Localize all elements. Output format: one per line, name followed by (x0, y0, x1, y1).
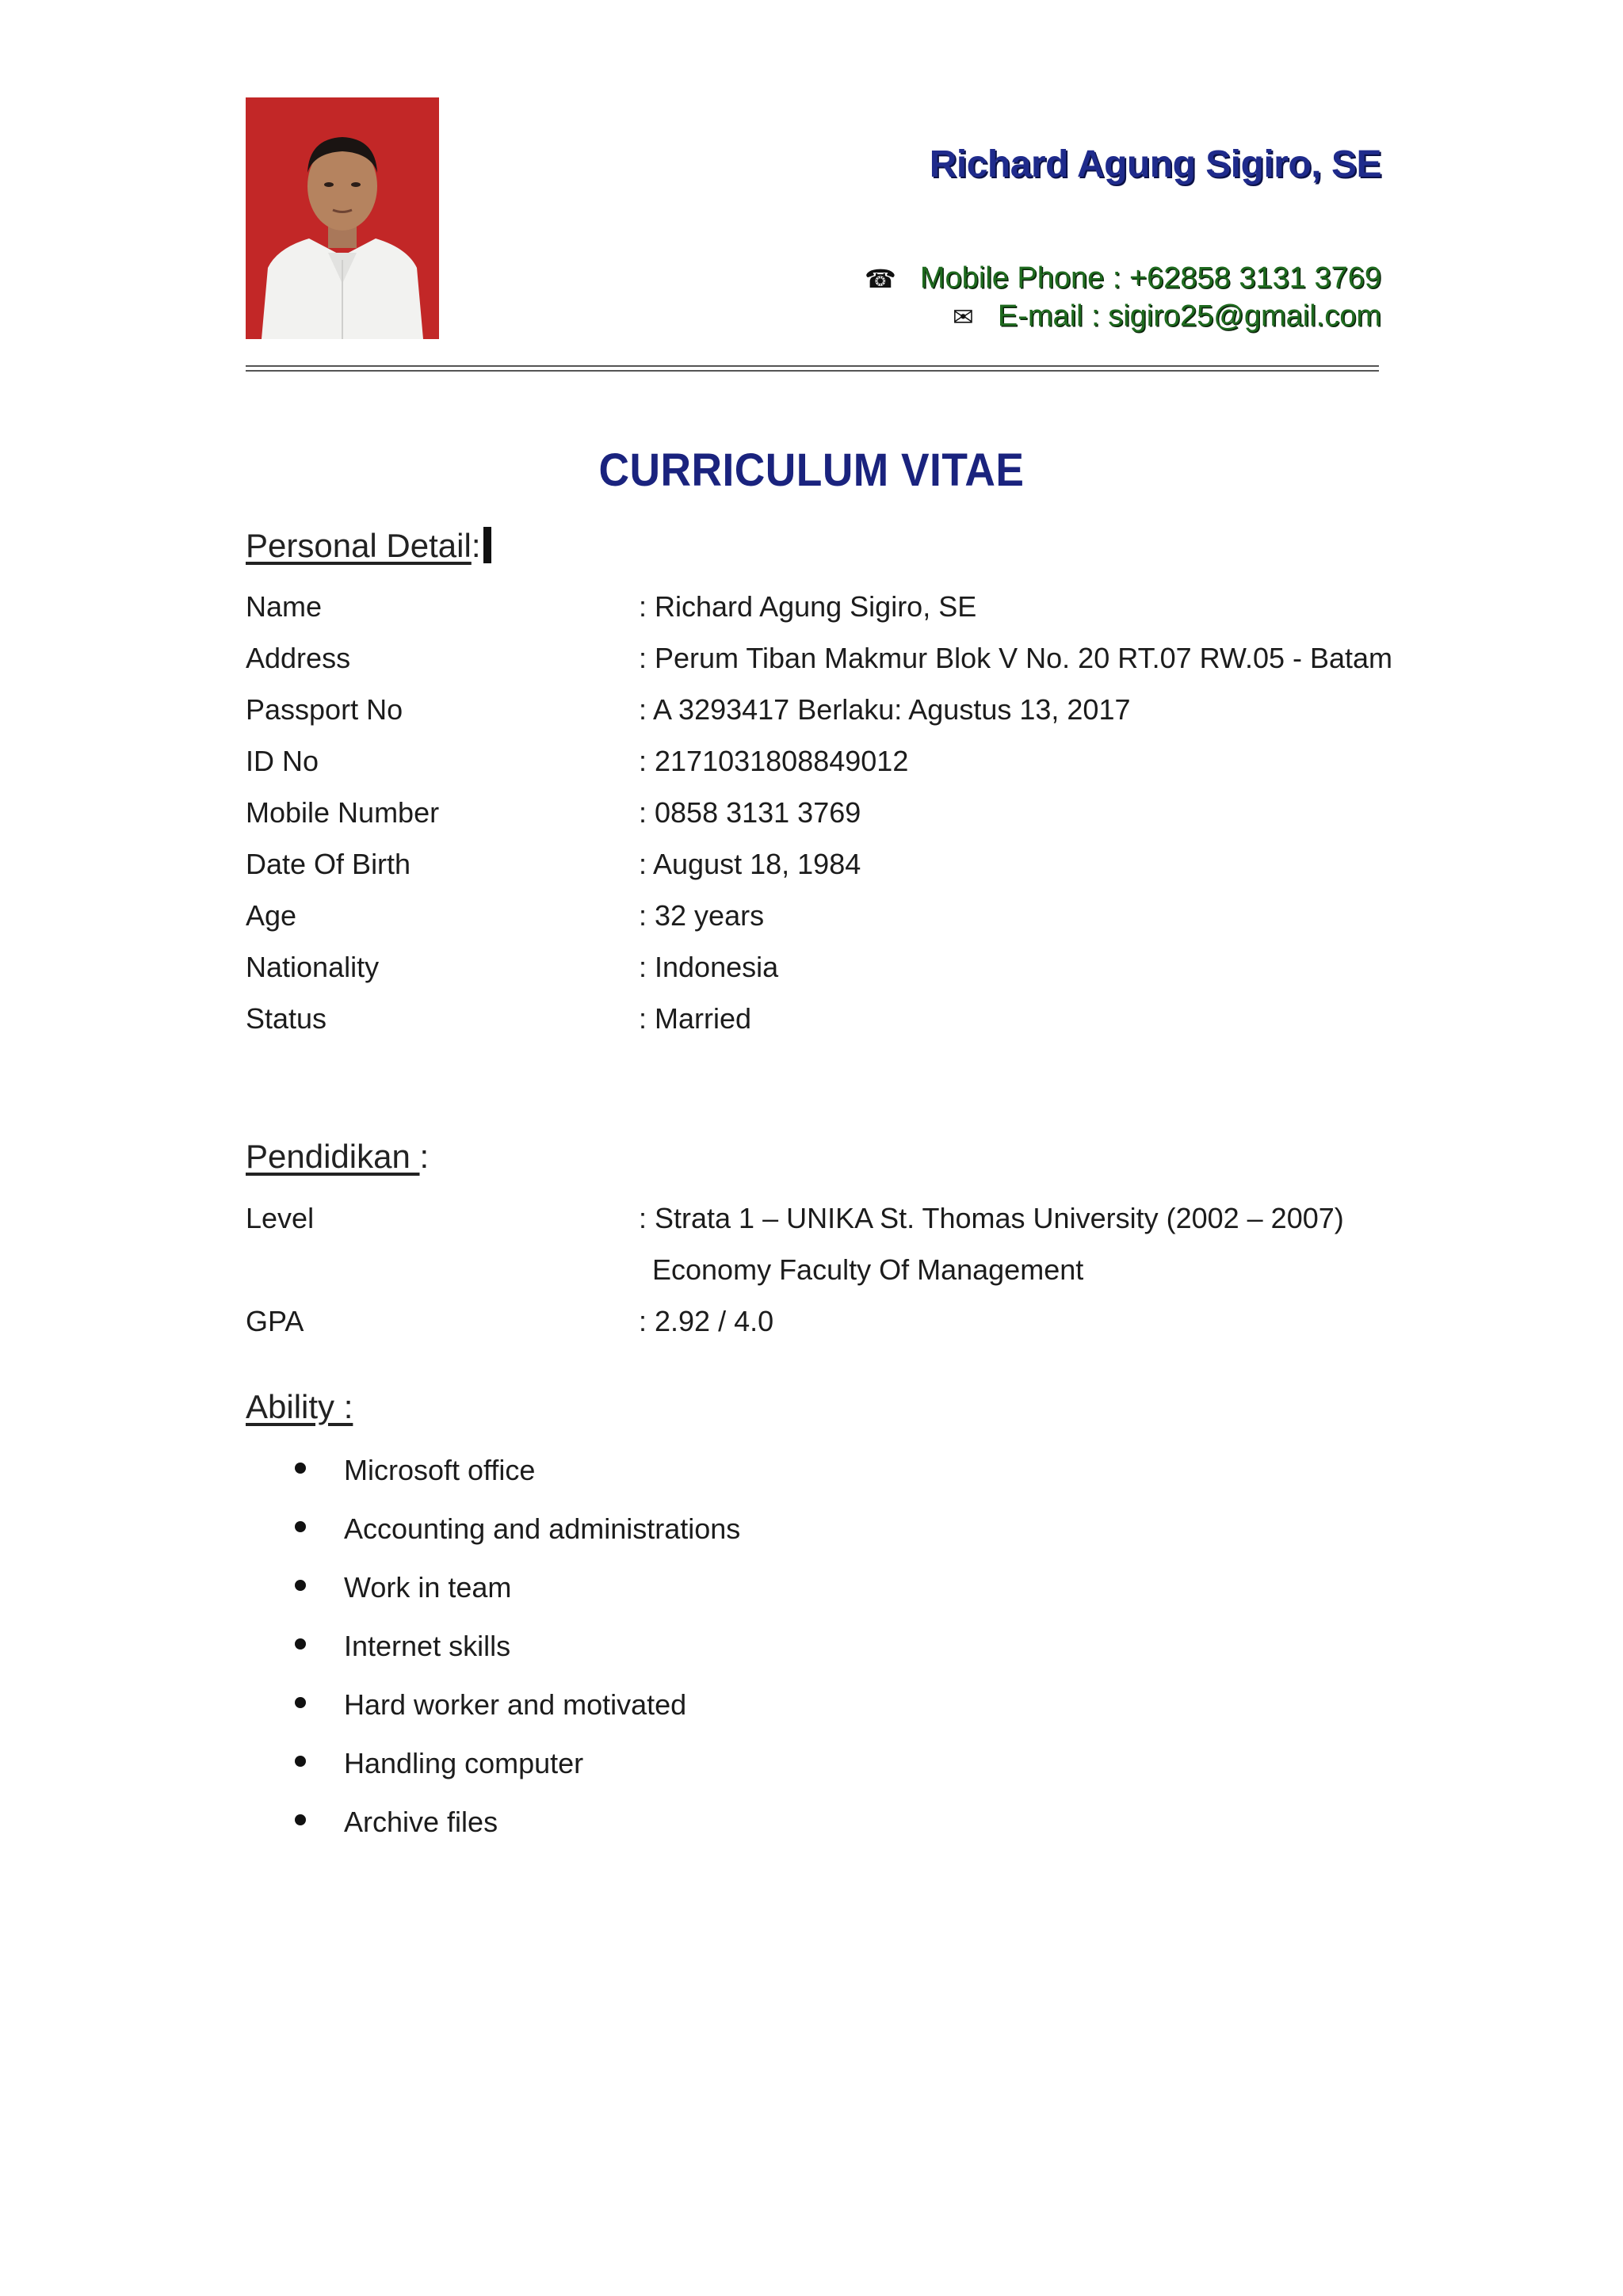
personal-row-value: : 32 years (639, 899, 765, 932)
ability-item (295, 1747, 584, 1780)
personal-row-label: Age (246, 899, 297, 932)
bullet-icon (295, 1814, 306, 1825)
personal-row-value: : Married (639, 1002, 752, 1035)
personal-row-value: : A 3293417 Berlaku: Agustus 13, 2017 (639, 693, 1131, 726)
ability-item (295, 1571, 512, 1604)
education-level-label: Level (246, 1202, 315, 1234)
contact-email (953, 299, 1381, 334)
envelope-icon: ✉ (953, 302, 974, 331)
text-cursor (483, 527, 491, 563)
personal-row-label: ID No (246, 745, 319, 777)
personal-row-label: Status (246, 1002, 327, 1035)
education-heading-colon: : (419, 1138, 430, 1175)
personal-row-value: : 2171031808849012 (639, 745, 909, 777)
education-heading-text: Pendidikan (246, 1138, 420, 1175)
header-name: Richard Agung Sigiro, SE (929, 143, 1381, 185)
ability-item-text: Accounting and administrations (344, 1512, 741, 1545)
education-faculty: Economy Faculty Of Management (652, 1253, 1084, 1286)
ability-item (295, 1806, 498, 1839)
profile-photo (246, 97, 439, 339)
personal-row-value: : August 18, 1984 (639, 848, 861, 880)
personal-row-label: Nationality (246, 951, 380, 983)
personal-row-value: : Indonesia (639, 951, 779, 983)
ability-item (295, 1630, 511, 1663)
section-heading-education (246, 1138, 429, 1176)
ability-item-text: Hard worker and motivated (344, 1688, 687, 1721)
bullet-icon (295, 1638, 306, 1650)
document-title: CURRICULUM VITAE (598, 444, 1025, 496)
header-divider (246, 365, 1379, 367)
ability-item-text: Microsoft office (344, 1454, 536, 1486)
education-gpa-label: GPA (246, 1305, 304, 1337)
phone-icon: ☎ (865, 264, 896, 293)
bullet-icon (295, 1756, 306, 1767)
header-divider-double (246, 370, 1379, 372)
ability-item-text: Internet skills (344, 1630, 511, 1662)
bullet-icon (295, 1697, 306, 1708)
ability-heading-text: Ability : (246, 1388, 353, 1425)
ability-item-text: Archive files (344, 1806, 498, 1838)
education-gpa-value: : 2.92 / 4.0 (639, 1305, 774, 1337)
personal-row-label: Name (246, 590, 323, 623)
ability-item (295, 1688, 687, 1722)
personal-row-label: Passport No (246, 693, 403, 726)
section-heading-ability (246, 1388, 353, 1426)
portrait-image (246, 97, 439, 339)
ability-item (295, 1454, 536, 1487)
personal-row-label: Address (246, 642, 351, 674)
contact-phone (865, 261, 1381, 296)
phone-text: Mobile Phone : +62858 3131 3769 (919, 261, 1381, 295)
education-level-value: : Strata 1 – UNIKA St. Thomas University (2002 – 2007) (639, 1202, 1344, 1234)
bullet-icon (295, 1463, 306, 1474)
personal-row-label: Date Of Birth (246, 848, 411, 880)
section-heading-personal (246, 527, 491, 565)
bullet-icon (295, 1580, 306, 1591)
personal-row-value: : 0858 3131 3769 (639, 796, 861, 829)
ability-item (295, 1512, 741, 1546)
personal-row-value: : Richard Agung Sigiro, SE (639, 590, 977, 623)
personal-row-value: : Perum Tiban Makmur Blok V No. 20 RT.07 RW.05 - Batam (639, 642, 1393, 674)
personal-heading-colon: : (471, 527, 481, 564)
ability-item-text: Work in team (344, 1571, 512, 1604)
email-text: E-mail : sigiro25@gmail.com (997, 299, 1381, 333)
bullet-icon (295, 1521, 306, 1532)
personal-heading-text: Personal Detail (246, 527, 472, 564)
personal-row-label: Mobile Number (246, 796, 440, 829)
ability-item-text: Handling computer (344, 1747, 584, 1779)
